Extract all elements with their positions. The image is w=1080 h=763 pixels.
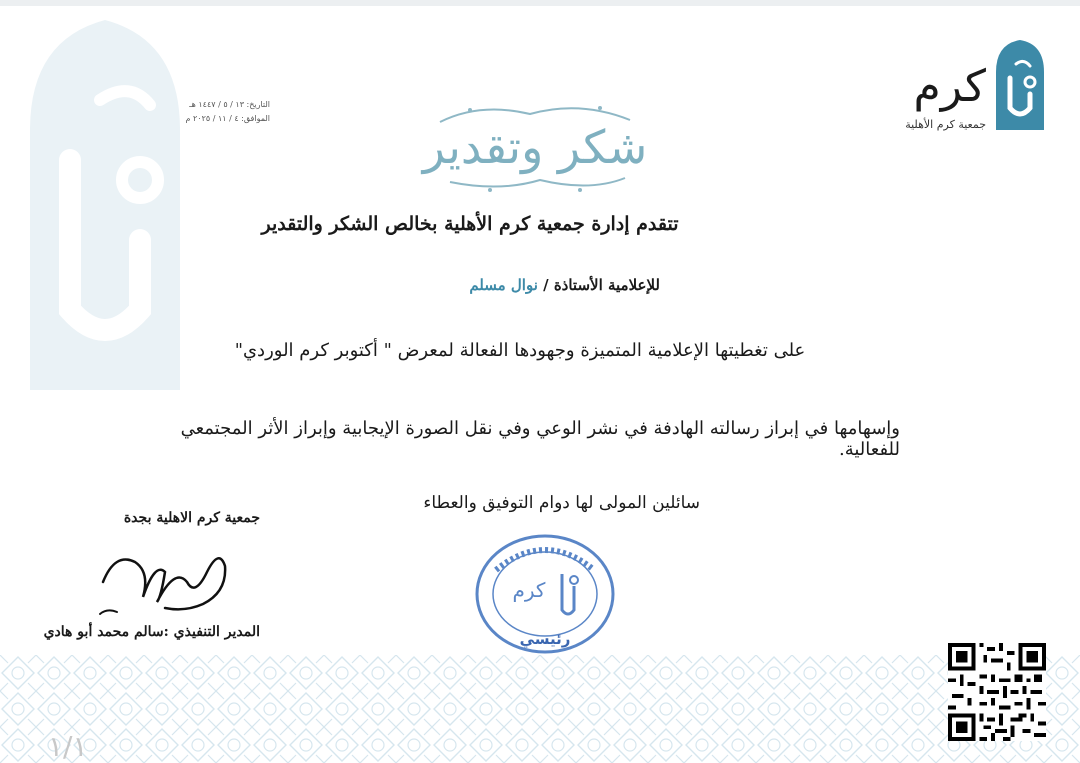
- hijri-date: التاريخ: ١٣ / ٥ / ١٤٤٧ هـ: [189, 100, 270, 109]
- appreciation-line-1: على تغطيتها الإعلامية المتميزة وجهودها الفعالة لمعرض " أكتوبر كرم الوردي": [234, 340, 806, 361]
- gregorian-date: الموافق: ٤ / ١١ / ٢٠٢٥ م: [185, 114, 270, 123]
- page-number: ١/١: [48, 730, 88, 763]
- document-dates: [150, 98, 270, 126]
- logo-name: كرم: [913, 61, 986, 112]
- title-text: شكر وتقدير: [422, 120, 648, 174]
- handwritten-signature: [95, 542, 235, 622]
- closing-line: سائلين المولى لها دوام التوفيق والعطاء: [423, 493, 700, 513]
- director-name: المدير التنفيذي :سالم محمد أبو هادي: [43, 624, 260, 640]
- appreciation-line-2: وإسهامها في إبراز رسالته الهادفة في نشر الوعي وفي نقل الصورة الإيجابية وإبراز الأثر المجتمعي للفعالية.: [180, 418, 900, 460]
- recipient-line: [420, 276, 660, 294]
- signatory-org: جمعية كرم الاهلية بجدة: [123, 510, 260, 526]
- logo-subtitle: جمعية كرم الأهلية: [905, 118, 986, 131]
- official-stamp: [470, 530, 620, 660]
- karam-logo-icon: [992, 38, 1048, 134]
- stamp-name: كرم: [512, 578, 546, 602]
- certificate-title: [420, 92, 650, 202]
- stamp-label: رئيسي: [519, 630, 571, 648]
- top-border: [0, 0, 1080, 6]
- watermark-logo: [0, 10, 220, 400]
- decorative-pattern: [0, 655, 1080, 763]
- qr-code: [948, 643, 1046, 741]
- heading-text: تتقدم إدارة جمعية كرم الأهلية بخالص الشكر والتقدير: [261, 213, 679, 235]
- recipient-title: للإعلامية الأستاذة /: [543, 276, 660, 294]
- recipient-name: نوال مسلم: [469, 276, 538, 294]
- karam-logo: [888, 38, 1048, 148]
